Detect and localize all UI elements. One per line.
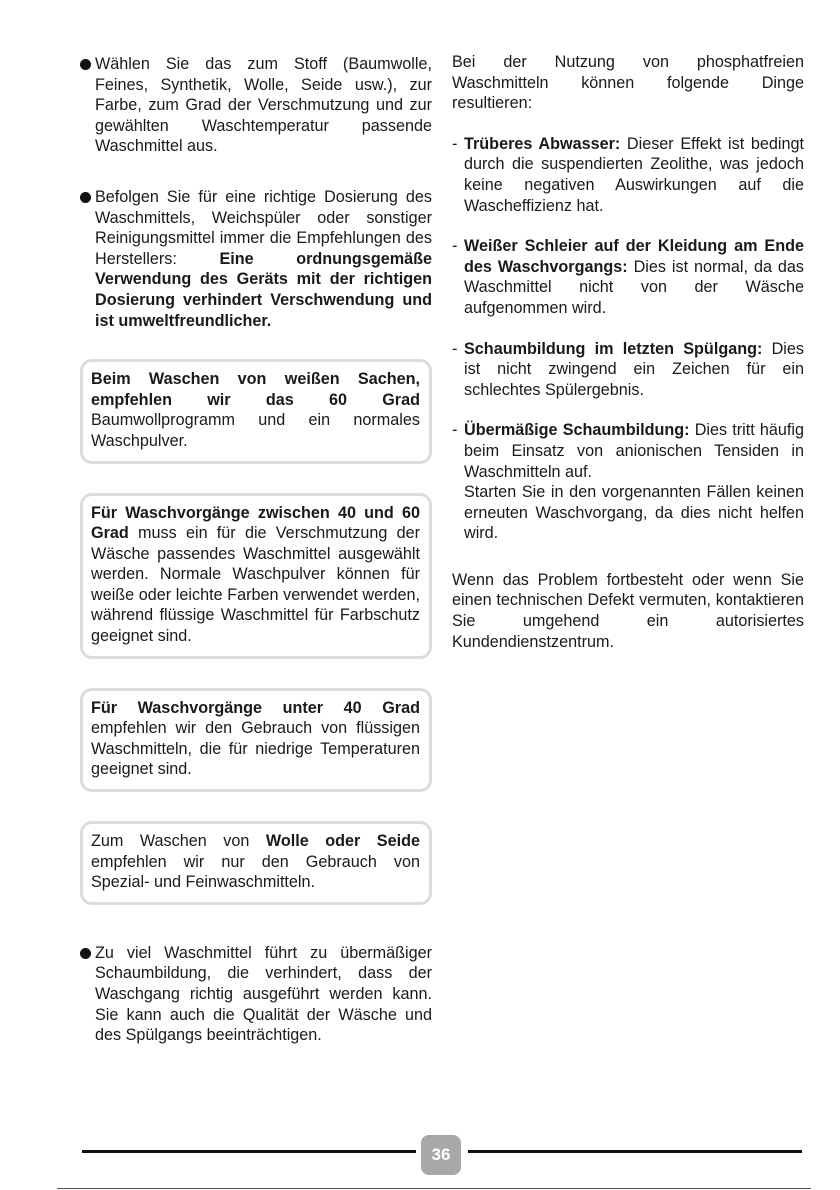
list-item-text: [464, 420, 804, 482]
bottom-divider: [57, 1188, 811, 1189]
closing-text: Wenn das Problem fortbesteht oder wenn Sie einen technischen Defekt vermuten, kontaktieren Sie umgehend ein autorisiertes Kundendienstzentrum.: [452, 570, 804, 651]
bullet-dot-icon: [80, 59, 91, 70]
tip-body: Baumwollprogramm und ein normales Waschpulver.: [91, 411, 420, 450]
tip-body: Zum Waschen von: [91, 832, 250, 851]
bullet-dosage: [80, 187, 432, 331]
tip-bold: Beim Waschen von weißen Sachen, empfehlen wir das 60 Grad: [91, 370, 420, 409]
dosage-text: Befolgen Sie für eine richtige Dosierung des Waschmittels, Weichspüler oder sonstiger Reinigungsmittel immer die Empfehlungen des Herstellers:: [95, 187, 432, 268]
bullet-text: [95, 187, 432, 331]
list-item: [452, 339, 804, 401]
bullet-text: Zu viel Waschmittel führt zu übermäßiger Schaumbildung, die verhindert, dass der Waschgang richtig ausgeführt werden kann. Sie kann auch die Qualität der Wäsche und des Spülgangs beeinträchtigen.: [95, 943, 432, 1045]
tip-bold: Wolle oder Seide: [265, 832, 420, 851]
list-item: [452, 236, 804, 318]
tip-body: muss ein für die Verschmutzung der Wäsche passendes Waschmittel ausgewählt werden. Normale Waschpulver können für weiße oder leichte Farben verwendet werden, während flüssige Waschmittel für Farbschutz geeignet sind.: [91, 524, 420, 646]
item-body: Dies ist nicht zwingend ein Zeichen für ein schlechtes Spülergebnis.: [464, 339, 804, 399]
item-body: Dies tritt häufig beim Einsatz von anionischen Tensiden in Waschmitteln auf.: [464, 421, 804, 481]
bullet-too-much-detergent: [80, 943, 432, 1046]
tip-bold: Für Waschvorgänge zwischen 40 und 60 Grad: [91, 503, 420, 543]
bullet-text: Wählen Sie das zum Stoff (Baumwolle, Feines, Synthetik, Wolle, Seide usw.), zur Farbe, zum Grad der Verschmutzung und zur gewählten Waschtemperatur passende Waschmittel aus.: [95, 55, 432, 156]
item-title: Übermäßige Schaumbildung:: [464, 421, 690, 440]
tip-text: [91, 503, 420, 647]
tip-box-wool-silk: [80, 821, 432, 905]
dash-marker: -: [452, 339, 458, 358]
tip-box-below-40-degrees: [80, 688, 432, 792]
item-body: Dies ist normal, da das Waschmittel nicht von der Wäsche aufgenommen wird.: [464, 257, 804, 317]
tip-box-40-60-degrees: [80, 493, 432, 659]
bullet-dot-icon: [80, 948, 91, 959]
list-item: [452, 420, 804, 544]
left-column: [80, 50, 432, 1046]
item-title: Weißer Schleier auf der Kleidung am Ende des Waschvorgangs:: [464, 237, 804, 276]
list-item-text: [464, 339, 804, 401]
dash-marker: -: [452, 237, 458, 256]
tip-text: [91, 698, 420, 780]
bullet-fabric-detergent: [80, 54, 432, 157]
list-item: [452, 134, 804, 216]
list-item-text: [464, 134, 804, 216]
tip-body: empfehlen wir den Gebrauch von flüssigen Waschmitteln, die für niedrige Temperaturen geeignet sind.: [91, 719, 420, 779]
dosage-bold-text: Eine ordnungsgemäße Verwendung des Geräts mit der richtigen Dosierung verhindert Verschwendung und ist umweltfreundlicher.: [95, 249, 432, 330]
list-item-text: [464, 236, 804, 318]
tip-text: [91, 831, 420, 893]
item-title: Schaumbildung im letzten Spülgang:: [464, 339, 763, 358]
item-title: Trüberes Abwasser:: [464, 134, 621, 153]
dash-marker: -: [452, 421, 458, 440]
list-item-extra: Starten Sie in den vorgenannten Fällen keinen erneuten Waschvorgang, da dies nicht helfen wird.: [464, 483, 804, 543]
tip-text: [91, 369, 420, 451]
tip-bold: Für Waschvorgänge unter 40 Grad: [91, 698, 420, 717]
footer-line-left: [82, 1150, 416, 1153]
tip-body: empfehlen wir nur den Gebrauch von Spezial- und Feinwaschmitteln.: [91, 852, 420, 892]
tip-box-white-laundry: [80, 359, 432, 463]
right-column: [452, 50, 804, 652]
bullet-dot-icon: [80, 192, 91, 203]
page-number: 36: [421, 1135, 461, 1175]
footer-line-right: [468, 1150, 802, 1153]
dash-marker: -: [452, 134, 458, 153]
item-body: Dieser Effekt ist bedingt durch die suspendierten Zeolithe, was jedoch keine negativen Auswirkungen auf die Wascheffizienz hat.: [464, 134, 804, 215]
intro-text: Bei der Nutzung von phosphatfreien Waschmitteln können folgende Dinge resultieren:: [452, 53, 804, 113]
